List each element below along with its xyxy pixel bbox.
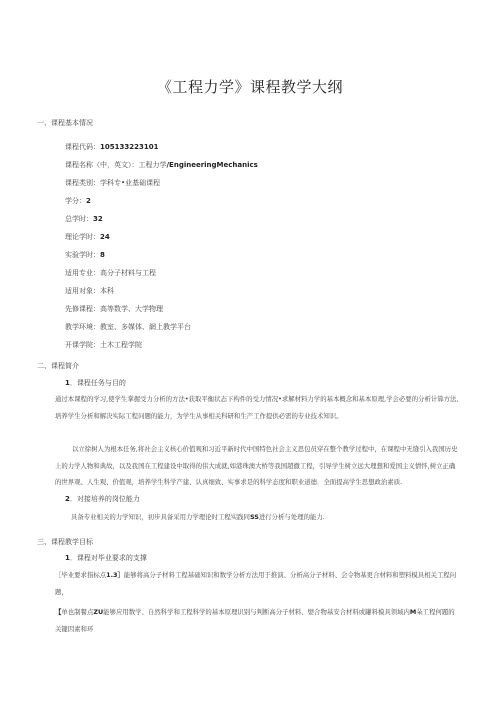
paragraph-text-tail: 朵工程何題的关键因素和环 bbox=[55, 608, 455, 633]
info-total-hours bbox=[65, 214, 103, 224]
info-label: 适用对象：本科 bbox=[65, 287, 114, 295]
paragraph-job-abilities bbox=[71, 509, 476, 526]
paragraph-bold-text: SS bbox=[249, 513, 259, 521]
info-label: 总学时： bbox=[65, 215, 93, 223]
paragraph-indicator-1-3 bbox=[55, 567, 460, 600]
info-value: 8 bbox=[100, 251, 105, 259]
paragraph-task-purpose: 通过本课程的学习,使学生掌握受力分析的方法•获取平衡状态下构件的受力情况•求解材料力学的基本概念和基本原理,学会必要的分析计算方法,培养学生分析和解决实际工程问题的能力，为学生从事相关科研和生产工作提供必需的专业技术知识。 bbox=[55, 395, 459, 420]
info-value: 32 bbox=[93, 215, 103, 223]
info-environment bbox=[65, 322, 191, 332]
subheading-number: 1 bbox=[65, 379, 70, 387]
paragraph-text-tail: 能够将高分子材料工程基础知识和数学分析方法用于推演、分析高分子材料、会令物基更合材料和塑料模具相关工程问题， bbox=[55, 571, 457, 596]
info-value: 2 bbox=[86, 197, 91, 205]
info-course-code bbox=[65, 142, 158, 152]
info-value: /EngineeringMechanics bbox=[166, 161, 258, 169]
section-heading-basic-info: 一、课程基本情况 bbox=[37, 119, 93, 127]
info-label: 理论学时： bbox=[65, 233, 100, 241]
subheading-task-purpose bbox=[65, 378, 126, 388]
info-label: 先修课程：高等数学、大学物理 bbox=[65, 305, 163, 313]
subheading-graduation-support bbox=[65, 553, 147, 563]
paragraph-indicator-2 bbox=[55, 604, 460, 637]
info-lab-hours bbox=[65, 250, 105, 260]
subheading-number: 1 bbox=[65, 554, 70, 562]
info-audience bbox=[65, 286, 114, 296]
paragraph-ideology: 以立徐树人为根本任务,将社会主义核心价值观和习近平新时代中国特色社会主义思包员穿在整个教学过程中，在课程中无缝引入我国历史上的力学人物和典故，以及我国在工程建设中取得的伟大成就,如港珠澳大桥等我国超徹工程，引导学生树立远大理想和爱国主义情怀,树立正确的世界观、人生观、价值观，培养学生科学产建、认真细致、实事求是的科学态度和职业道德．全面提高学生思想政治素质. bbox=[55, 445, 458, 486]
paragraph-text: 单也制餐点 bbox=[61, 608, 94, 616]
info-label: 课程名称（中，英文）：工程力学 bbox=[65, 161, 167, 169]
subheading-text: ．对接培养的岗位能力 bbox=[69, 495, 140, 503]
subheading-job-abilities bbox=[65, 494, 140, 504]
paragraph-text: ［毕业要求指标点 bbox=[55, 571, 107, 579]
info-label: 课程代码： bbox=[65, 143, 100, 151]
indicator-code: ZU bbox=[93, 608, 104, 616]
paragraph-text: 具备专业相关的力学知识，初步具备采用力学理论时工程实践同 bbox=[71, 513, 250, 521]
info-label: 教学环境：教室、多媒体、網上教学平台 bbox=[65, 323, 191, 331]
subheading-number: 2 bbox=[65, 495, 70, 503]
paragraph-text-middle: 能够应用数学、自然科学和工程科学的基本原理识别与判断高分子材料、嬖合物基安合材料或罐料模具领域内 bbox=[103, 608, 410, 616]
subheading-text: ．课程任务与目的 bbox=[69, 379, 126, 387]
info-course-name bbox=[65, 160, 258, 170]
info-label: 课程类别：学科专•业基础课程 bbox=[65, 179, 161, 187]
indicator-code: 1.3］ bbox=[106, 571, 124, 579]
bracket-mark: 【 bbox=[55, 608, 62, 616]
info-college bbox=[65, 340, 142, 350]
info-label: 实验学时： bbox=[65, 251, 100, 259]
page-title: 《工程力学》课程教学大纲 bbox=[156, 78, 343, 96]
paragraph-text-tail: 进行分析与处理的能力. bbox=[258, 513, 325, 521]
info-course-category bbox=[65, 178, 160, 188]
section-heading-objectives: 三、课程教学目标 bbox=[37, 538, 93, 546]
info-label: 学分： bbox=[65, 197, 86, 205]
info-value: 105133223101 bbox=[100, 143, 159, 151]
info-theory-hours bbox=[65, 232, 110, 242]
info-major bbox=[65, 268, 156, 278]
info-prerequisites bbox=[65, 304, 163, 314]
info-credits bbox=[65, 196, 91, 206]
info-value: 24 bbox=[100, 233, 110, 241]
info-label: 开课学院：土木工程学院 bbox=[65, 341, 142, 349]
subheading-text: ．课程对毕业要求的支撑 bbox=[69, 554, 147, 562]
section-heading-intro: 二、课程简介 bbox=[37, 362, 79, 370]
bold-letter: M bbox=[409, 608, 417, 616]
info-label: 适用专业：高分子材料与工程 bbox=[65, 269, 156, 277]
